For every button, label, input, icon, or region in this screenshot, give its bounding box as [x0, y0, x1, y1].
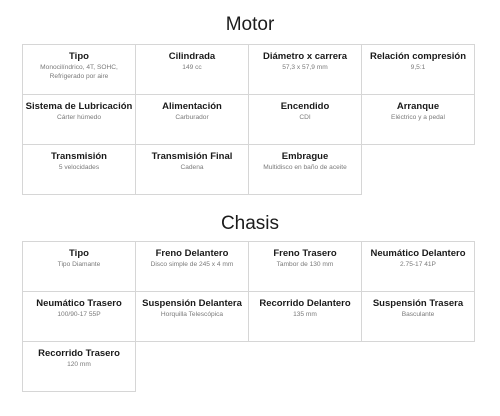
spec-label: Diámetro x carrera [263, 51, 347, 62]
spec-label: Suspensión Trasera [372, 298, 464, 309]
spec-value: 9,5:1 [410, 64, 426, 71]
spec-value: Horquilla Telescópica [160, 311, 224, 318]
motor-spec-cell [22, 94, 136, 145]
spec-value: Disco simple de 245 x 4 mm [150, 261, 234, 268]
spec-value: Monocilíndrico, 4T, SOHC, Refrigerado por aire [40, 64, 118, 80]
spec-label: Relación compresión [369, 51, 467, 62]
spec-label: Transmisión Final [151, 151, 233, 162]
spec-label: Recorrido Delantero [259, 298, 351, 309]
spec-value: 57,3 x 57,9 mm [282, 64, 328, 71]
spec-value: Carburador [175, 114, 209, 121]
spec-label: Sistema de Lubricación [25, 101, 133, 112]
motor-spec-cell [135, 144, 249, 195]
motor-spec-cell [248, 94, 362, 145]
spec-label: Suspensión Delantera [142, 298, 242, 309]
chasis-spec-cell [22, 241, 136, 292]
spec-label: Neumático Delantero [370, 248, 466, 259]
spec-value: 120 mm [67, 361, 91, 368]
spec-value: 2.75-17 41P [400, 261, 436, 268]
spec-value: 135 mm [293, 311, 317, 318]
spec-label: Alimentación [162, 101, 222, 112]
spec-label: Cilindrada [168, 51, 216, 62]
chasis-spec-cell [248, 241, 362, 292]
motor-spec-cell [248, 44, 362, 95]
chasis-spec-cell [135, 241, 249, 292]
motor-spec-cell [135, 44, 249, 95]
spec-value: CDI [299, 114, 311, 121]
spec-label: Embrague [281, 151, 329, 162]
chasis-spec-cell [22, 291, 136, 342]
spec-label: Tipo [69, 51, 89, 62]
spec-value: 149 cc [182, 64, 202, 71]
spec-value: Cárter húmedo [57, 114, 101, 121]
spec-label: Neumático Trasero [36, 298, 122, 309]
spec-label: Encendido [280, 101, 330, 112]
motor-section-title: Motor [225, 14, 275, 35]
spec-value: Multidisco en baño de aceite [263, 164, 347, 171]
motor-spec-cell [248, 144, 362, 195]
spec-value: 5 velocidades [58, 164, 100, 171]
spec-value: Cadena [180, 164, 204, 171]
spec-value: Eléctrico y a pedal [391, 114, 445, 121]
spec-label: Arranque [396, 101, 440, 112]
spec-label: Tipo [69, 248, 89, 259]
spec-label: Freno Delantero [155, 248, 229, 259]
chasis-spec-cell [248, 291, 362, 342]
chasis-spec-cell [22, 341, 136, 392]
motor-spec-cell [361, 44, 475, 95]
motor-spec-cell [361, 94, 475, 145]
chasis-spec-cell [361, 241, 475, 292]
motor-spec-cell [22, 144, 136, 195]
spec-value: Tambor de 130 mm [276, 261, 334, 268]
spec-value: Basculante [401, 311, 435, 318]
spec-label: Recorrido Trasero [38, 348, 120, 359]
spec-value: 100/90-17 55P [57, 311, 101, 318]
spec-label: Freno Trasero [273, 248, 337, 259]
spec-label: Transmisión [51, 151, 107, 162]
chasis-spec-cell [361, 291, 475, 342]
motor-spec-cell [135, 94, 249, 145]
chasis-spec-cell [135, 291, 249, 342]
spec-value: Tipo Diamante [57, 261, 101, 268]
motor-spec-cell [22, 44, 136, 95]
chasis-section-title: Chasis [220, 213, 280, 234]
